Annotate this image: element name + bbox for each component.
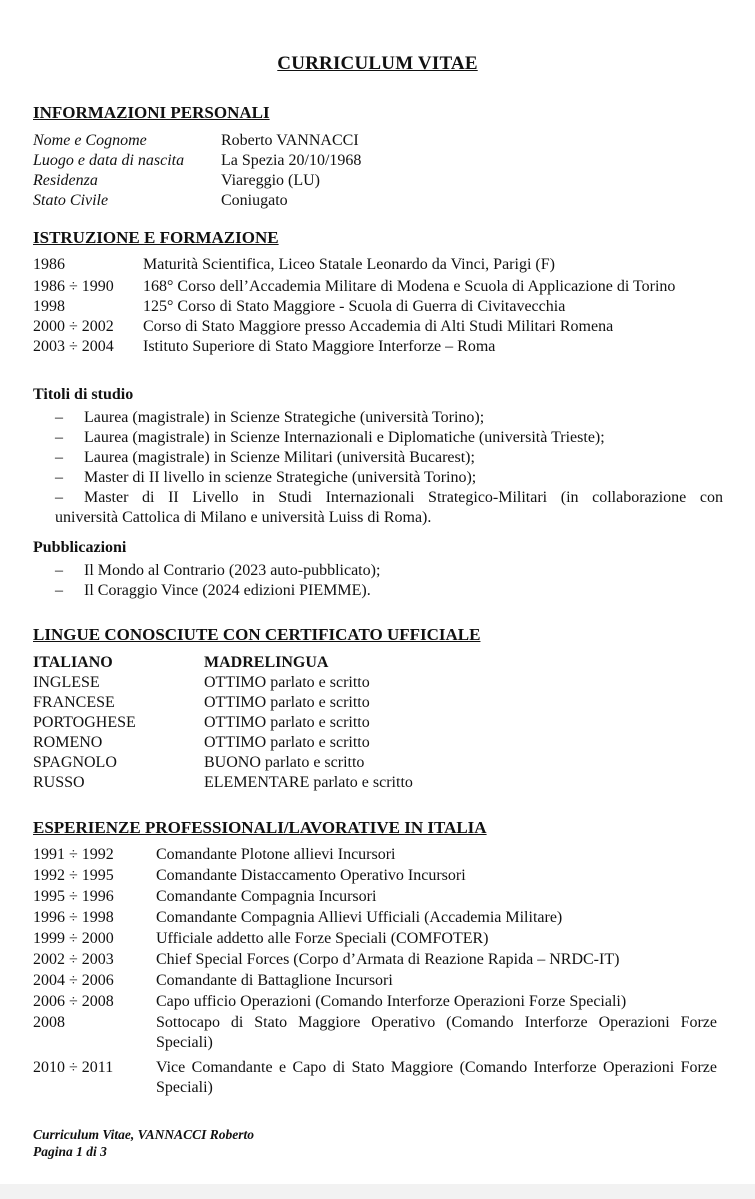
- description-cell: Sottocapo di Stato Maggiore Operativo (Comando Interforze Operazioni Forze Speciali): [156, 1014, 717, 1051]
- field-value: La Spezia 20/10/1968: [221, 152, 362, 169]
- years-cell: 2008: [33, 1014, 65, 1031]
- years-cell: 1986: [33, 256, 65, 273]
- table-row: [33, 317, 717, 337]
- list-item: [55, 468, 723, 488]
- subheading-degrees: Titoli di studio: [33, 386, 134, 403]
- table-row: [33, 971, 717, 991]
- personal-row: [33, 131, 723, 151]
- years-cell: 2003 ÷ 2004: [33, 338, 114, 355]
- section-heading-experience: ESPERIENZE PROFESSIONALI/LAVORATIVE IN ITALIA: [33, 818, 487, 837]
- years-cell: 1996 ÷ 1998: [33, 909, 114, 926]
- language-cell: ROMENO: [33, 734, 103, 751]
- description-cell: Istituto Superiore di Stato Maggiore Interforze – Roma: [143, 338, 496, 355]
- level-cell: OTTIMO parlato e scritto: [204, 694, 370, 711]
- personal-row: [33, 151, 723, 171]
- table-row: [33, 653, 633, 673]
- description-cell: Comandante Distaccamento Operativo Incursori: [156, 867, 466, 884]
- bullet-dash: –: [55, 469, 63, 486]
- field-value: Viareggio (LU): [221, 172, 320, 189]
- table-row: [33, 773, 633, 793]
- footer-doc-name: Curriculum Vitae, VANNACCI Roberto: [33, 1127, 255, 1142]
- table-row: [33, 277, 717, 297]
- description-cell: Ufficiale addetto alle Forze Speciali (COMFOTER): [156, 930, 489, 947]
- level-cell: ELEMENTARE parlato e scritto: [204, 774, 413, 791]
- language-cell: ITALIANO: [33, 654, 113, 671]
- years-cell: 1986 ÷ 1990: [33, 278, 114, 295]
- field-label: Luogo e data di nascita: [33, 152, 185, 169]
- list-item: [55, 488, 723, 508]
- table-row: [33, 713, 633, 733]
- years-cell: 1992 ÷ 1995: [33, 867, 114, 884]
- table-row: [33, 887, 717, 907]
- table-row: [33, 753, 633, 773]
- description-cell: Chief Special Forces (Corpo d’Armata di Reazione Rapida – NRDC-IT): [156, 951, 620, 968]
- section-heading-education: ISTRUZIONE E FORMAZIONE: [33, 228, 279, 247]
- description-cell: Corso di Stato Maggiore presso Accademia di Alti Studi Militari Romena: [143, 318, 614, 335]
- list-item-text: Master di II livello in scienze Strategiche (università Torino);: [84, 469, 477, 486]
- field-label: Stato Civile: [33, 192, 109, 209]
- table-row: [33, 845, 717, 865]
- degrees-list: [55, 408, 723, 508]
- description-cell: 125° Corso di Stato Maggiore - Scuola di Guerra di Civitavecchia: [143, 298, 566, 315]
- list-item-text: Laurea (magistrale) in Scienze Militari (università Bucarest);: [84, 449, 475, 466]
- years-cell: 1995 ÷ 1996: [33, 888, 114, 905]
- personal-info-list: [33, 131, 723, 211]
- list-item-text: Laurea (magistrale) in Scienze Internazionali e Diplomatiche (università Trieste);: [84, 429, 605, 446]
- field-value: Coniugato: [221, 192, 288, 209]
- description-cell: Capo ufficio Operazioni (Comando Interforze Operazioni Forze Speciali): [156, 993, 627, 1010]
- years-cell: 2004 ÷ 2006: [33, 972, 114, 989]
- table-row: [33, 733, 633, 753]
- field-value: Roberto VANNACCI: [221, 132, 359, 149]
- years-cell: 2010 ÷ 2011: [33, 1059, 114, 1076]
- table-row: [33, 866, 717, 886]
- years-cell: 1998: [33, 298, 65, 315]
- table-row: [33, 1013, 717, 1053]
- bullet-dash: –: [55, 562, 63, 579]
- page-edge: [0, 1184, 755, 1199]
- language-cell: FRANCESE: [33, 694, 115, 711]
- language-cell: SPAGNOLO: [33, 754, 117, 771]
- years-cell: 2000 ÷ 2002: [33, 318, 114, 335]
- table-row: [33, 950, 717, 970]
- personal-row: [33, 191, 723, 211]
- table-row: [33, 255, 717, 275]
- level-cell: OTTIMO parlato e scritto: [204, 714, 370, 731]
- description-cell: Maturità Scientifica, Liceo Statale Leonardo da Vinci, Parigi (F): [143, 256, 555, 273]
- table-row: [33, 992, 717, 1012]
- description-cell: Vice Comandante e Capo di Stato Maggiore (Comando Interforze Operazioni Forze Speciali): [156, 1059, 717, 1096]
- education-table: [33, 255, 717, 357]
- personal-row: [33, 171, 723, 191]
- level-cell: MADRELINGUA: [204, 654, 329, 671]
- list-item-text: Il Coraggio Vince (2024 edizioni PIEMME).: [84, 582, 371, 599]
- years-cell: 2002 ÷ 2003: [33, 951, 114, 968]
- bullet-dash: –: [55, 489, 63, 506]
- list-item-continuation: università Cattolica di Milano e università Luiss di Roma).: [55, 509, 432, 526]
- bullet-dash: –: [55, 449, 63, 466]
- description-cell: Comandante Plotone allievi Incursori: [156, 846, 396, 863]
- language-cell: PORTOGHESE: [33, 714, 136, 731]
- list-item: [55, 428, 723, 448]
- description-cell: Comandante di Battaglione Incursori: [156, 972, 393, 989]
- list-item-text: Il Mondo al Contrario (2023 auto-pubblicato);: [84, 562, 381, 579]
- languages-table: [33, 653, 633, 793]
- table-row: [33, 693, 633, 713]
- list-item: [55, 581, 723, 601]
- bullet-dash: –: [55, 409, 63, 426]
- field-label: Residenza: [33, 172, 98, 189]
- level-cell: OTTIMO parlato e scritto: [204, 734, 370, 751]
- list-item-text: Master di II Livello in Studi Internazionali Strategico-Militari (in collaborazione con: [84, 489, 723, 506]
- table-row: [33, 297, 717, 317]
- years-cell: 1999 ÷ 2000: [33, 930, 114, 947]
- table-row: [33, 337, 717, 357]
- table-row: [33, 673, 633, 693]
- language-cell: RUSSO: [33, 774, 85, 791]
- page-footer: [33, 1126, 254, 1160]
- years-cell: 2006 ÷ 2008: [33, 993, 114, 1010]
- level-cell: OTTIMO parlato e scritto: [204, 674, 370, 691]
- section-heading-languages: LINGUE CONOSCIUTE CON CERTIFICATO UFFICIALE: [33, 625, 481, 644]
- section-heading-personal: INFORMAZIONI PERSONALI: [33, 103, 270, 122]
- description-cell: Comandante Compagnia Allievi Ufficiali (Accademia Militare): [156, 909, 563, 926]
- field-label: Nome e Cognome: [33, 132, 147, 149]
- experience-table: [33, 845, 717, 1098]
- table-row: [33, 1055, 717, 1098]
- list-item: [55, 561, 723, 581]
- footer-page-number: Pagina 1 di 3: [33, 1144, 107, 1159]
- page-title: CURRICULUM VITAE: [277, 53, 478, 74]
- bullet-dash: –: [55, 429, 63, 446]
- table-row: [33, 929, 717, 949]
- table-row: [33, 908, 717, 928]
- list-item-text: Laurea (magistrale) in Scienze Strategiche (università Torino);: [84, 409, 485, 426]
- description-cell: Comandante Compagnia Incursori: [156, 888, 377, 905]
- language-cell: INGLESE: [33, 674, 100, 691]
- level-cell: BUONO parlato e scritto: [204, 754, 365, 771]
- subheading-publications: Pubblicazioni: [33, 539, 127, 556]
- publications-list: [55, 561, 723, 601]
- description-cell: 168° Corso dell’Accademia Militare di Modena e Scuola di Applicazione di Torino: [143, 278, 676, 295]
- bullet-dash: –: [55, 582, 63, 599]
- list-item: [55, 408, 723, 428]
- years-cell: 1991 ÷ 1992: [33, 846, 114, 863]
- list-item: [55, 448, 723, 468]
